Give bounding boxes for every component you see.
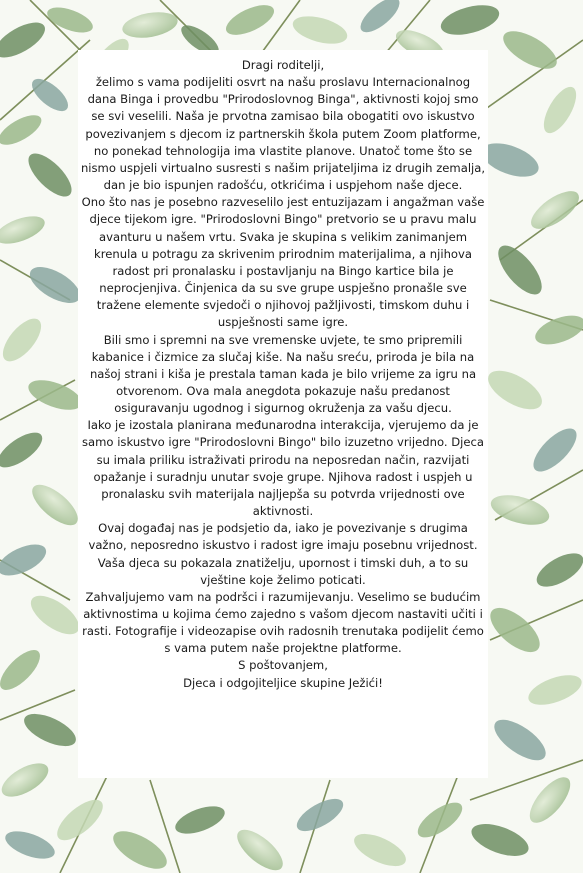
leaf <box>25 588 86 641</box>
leaf <box>0 426 48 474</box>
leaf <box>24 260 85 311</box>
leaf <box>488 490 553 531</box>
leaf <box>355 0 405 38</box>
letter-greeting: Dragi roditelji, <box>241 58 325 72</box>
leaf <box>0 757 54 804</box>
letter-closing: S poštovanjem, <box>238 658 328 673</box>
leaf <box>0 109 46 150</box>
leaf <box>108 824 173 873</box>
leaf <box>44 2 96 37</box>
leaf <box>438 0 503 40</box>
leaf <box>26 478 84 532</box>
leaf <box>51 793 109 847</box>
leaf <box>412 796 467 844</box>
leaf <box>0 16 50 65</box>
leaf <box>523 771 577 829</box>
leaf <box>527 422 583 479</box>
leaf <box>0 211 48 249</box>
leaf <box>172 801 228 839</box>
letter-paragraph: želimo s vama podijeliti osvrt na našu proslavu Internacionalnog dana Binga i provedbu "Prirodoslovnog Binga", aktivnosti kojoj smo se svi veselili. Naša je prvotna zamisao bila obogatiti ovo iskustvo povezivanjem s djecom iz partnerskih škola putem Zoom platforme, no ponekad tehnologija ima vlastite planove. Unatoč tome što se nismo uspjeli virtualno susresti s našim prijateljima iz drugih zemalja, dan je bio ispunjen radošću, otkrićima i uspjehom naše djece. <box>80 75 486 193</box>
leaf <box>0 312 48 367</box>
leaf <box>292 792 348 837</box>
leaf <box>22 147 79 204</box>
leaf <box>290 11 350 49</box>
letter-paragraph: Zahvaljujemo vam na podršci i razumijevanju. Veselimo se budućim aktivnostima u kojima ćemo zajedno s vašom djecom nastaviti učiti i rasti. Fotografije i videozapise ovih radosnih trenutaka podijelit ćemo s vama putem naše projektne platforme. <box>82 589 484 656</box>
leaf <box>483 600 547 660</box>
letter-paragraph: Ovaj događaj nas je podsjetio da, iako je povezivanje s drugima važno, neposredno iskustvo i radost igre imaju posebnu vrijednost. Vaša djeca su pokazala znatiželju, upornost i timski duh, a to su vještine koje želimo poticati. <box>88 521 478 587</box>
letter-paragraph: Iako je izostala planirana međunarodna interakcija, vjerujemo da je samo iskustvo igre "Prirodoslovni Bingo" bilo izuzetno vrijedno. Djeca su imala priliku istraživati prirodu na neposredan način, razvijati opažanje i suradnju unutar svoje grupe. Njihova radost i uspjeh u pronalasku svih materijala najljepša su potvrda vrijednosti ove aktivnosti. <box>81 418 484 519</box>
leaf <box>488 712 552 768</box>
leaf <box>525 669 583 711</box>
leaf <box>2 826 58 864</box>
leaf <box>27 73 74 117</box>
leaf <box>525 184 583 236</box>
letter-paragraph: Ono što nas je posebno razveselilo jest entuzijazam i angažman vaše djece tijekom igre. "Prirodoslovni Bingo" pretvorio se u pravu malu avanturu u našem vrtu. Svaka je skupina s velikim zanimanjem krenula u potragu za skrivenim prirodnim materijalima, a njihova radost pri pronalasku i postavljanju na Bingo kartice bila je neprocjenjiva. Činjenica da su sve grupe uspješno pronašle sve tražene elemente svjedoči o njihovoj pažljivosti, timskom duhu i uspješnosti same igre. <box>81 195 485 330</box>
leaf <box>231 823 289 873</box>
leaf <box>222 0 278 41</box>
letter-paragraph: Bili smo i spremni na sve vremenske uvjete, te smo pripremili kabanice i čizmice za slučaj kiše. Na našu sreću, priroda je bila na našoj strani i kiša je prestala taman kada je bilo vrijeme za igru na otvorenom. Ova mala anegdota pokazuje našu predanost osiguravanju ugodnog i sigurnog okruženja za vašu djecu. <box>89 332 477 416</box>
leaf <box>20 707 81 752</box>
leaf <box>0 644 46 696</box>
leaf <box>467 818 532 863</box>
letter-body <box>80 57 486 692</box>
leaf <box>537 82 582 138</box>
leaf <box>482 363 548 417</box>
leaf <box>498 24 563 77</box>
leaf <box>350 827 411 872</box>
letter-signature: Djeca i odgojiteljice skupine Ježići! <box>183 675 383 690</box>
leaf <box>531 547 583 594</box>
leaf <box>120 8 179 41</box>
leaf <box>491 239 549 302</box>
leaf <box>25 374 86 416</box>
